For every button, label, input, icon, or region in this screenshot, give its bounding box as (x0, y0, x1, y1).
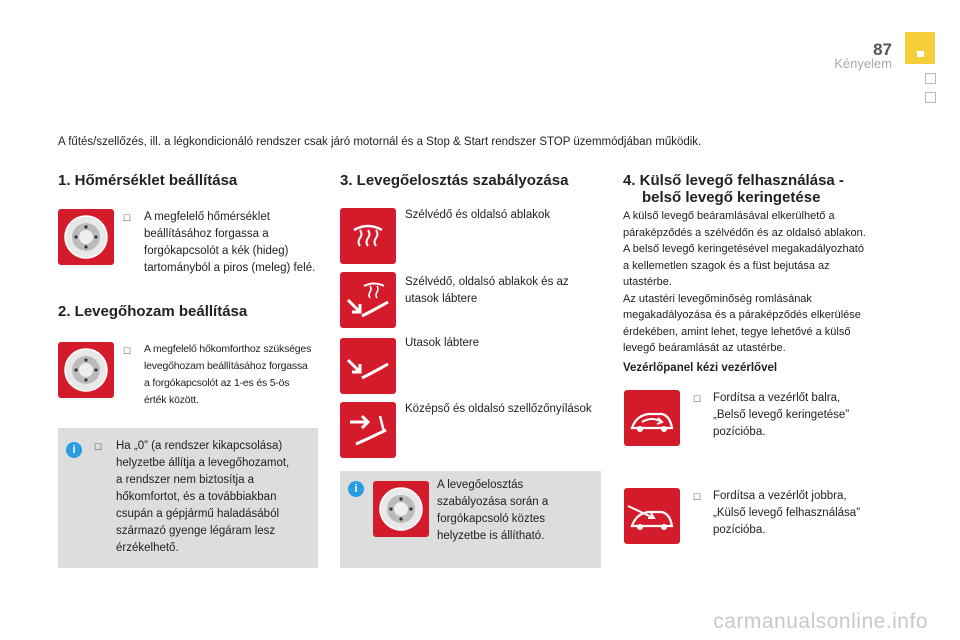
subheading-manual-panel: Vezérlőpanel kézi vezérlővel (623, 362, 778, 374)
face-vents-icon (340, 402, 396, 458)
text-line: helyzetbe állítja a levegőhozamot, (116, 457, 290, 469)
intro-text: A fűtés/szellőzés, ill. a légkondicionáló rendszer csak járó motornál és a Stop & Start rendszer STOP üzemmódjában működik. (58, 136, 702, 148)
text-line: érték között. (144, 394, 199, 406)
recirculation-icon (624, 390, 680, 446)
bullet-icon: ☐ (693, 492, 702, 502)
text-line: A külső levegő beáramlásával elkerülhető a (623, 210, 835, 222)
heading-distribution: 3. Levegőelosztás szabályozása (340, 172, 569, 189)
text-line: Fordítsa a vezérlőt balra, (713, 392, 841, 404)
note-box-airflow (58, 428, 318, 568)
windscreen-demist-icon (340, 208, 396, 264)
heading-line: belső levegő keringetése (642, 189, 821, 206)
text-line: A levegőelosztás (437, 479, 524, 491)
heading-line: 4. Külső levegő felhasználása - (623, 172, 844, 189)
bullet-icon: ☐ (94, 442, 103, 452)
distribution-item-text (405, 274, 569, 308)
text-line: „Belső levegő keringetése” (713, 409, 850, 421)
text-line: a forgókapcsolót az 1-es és 5-ös (144, 377, 290, 389)
heading-exterior-air (623, 172, 844, 206)
text-line: tartományból a piros (meleg) felé. (144, 262, 316, 274)
text-line: érzékelhető. (116, 542, 179, 554)
exterior-air-icon (624, 488, 680, 544)
text-line: pozícióba. (713, 524, 766, 536)
bullet-icon: ☐ (123, 213, 132, 223)
text-line: levegő beáramlását az utastérbe. (623, 342, 786, 354)
text-line: páraképződés a szélvédőn és az oldalsó ablakon. (623, 226, 866, 239)
windscreen-feet-icon (340, 272, 396, 328)
text-line: a rendszer nem biztosítja a (116, 474, 255, 486)
watermark: carmanualsonline.info (713, 610, 928, 633)
section-tab-active[interactable] (905, 32, 935, 64)
text-line: szabályozása során a (437, 496, 549, 508)
text-line: Fordítsa a vezérlőt jobbra, (713, 490, 847, 502)
text-line: Az utastéri levegőminőség romlásának (623, 292, 812, 305)
info-icon: i (348, 481, 364, 497)
text-line: származó gyenge légáram lesz (116, 525, 276, 537)
text-line: hőkomfortot, és a továbbiakban (116, 491, 277, 503)
info-icon: i (66, 442, 82, 458)
text-line: a kellemetlen szagok és a füst bejutása az (623, 259, 830, 272)
note-box-distribution (340, 471, 601, 568)
feet-icon (340, 338, 396, 394)
airflow-dial-icon (58, 342, 114, 398)
text-line: érdekében, amint lehet, tegye lehetővé a külső (623, 325, 851, 338)
page-number: 87 (873, 40, 892, 59)
section-title: Kényelem (834, 56, 892, 71)
text-line: „Külső levegő felhasználása” (713, 507, 861, 519)
distribution-item-text (405, 401, 592, 418)
section-tab[interactable] (925, 73, 936, 84)
temperature-text (144, 209, 315, 277)
exterior-body-text (623, 208, 866, 357)
step-exterior-text (713, 488, 860, 539)
text-line: csupán a gépjármű haladásából (116, 508, 280, 520)
text-line: Ha „0” (a rendszer kikapcsolása) (116, 440, 283, 452)
text-line: utastérbe. (623, 276, 672, 288)
text-line: Utasok lábtere (405, 337, 480, 349)
distribution-note-text (437, 477, 548, 545)
distribution-item-text (405, 335, 479, 352)
text-line: levegőhozam beállításához forgassa (144, 360, 308, 372)
airflow-text (144, 341, 311, 409)
text-line: A megfelelő hőmérséklet (144, 211, 270, 223)
temperature-dial-icon (58, 209, 114, 265)
distribution-dial-icon (373, 481, 429, 537)
text-line: Szélvédő, oldalsó ablakok és az (405, 276, 569, 288)
text-line: utasok lábtere (405, 293, 478, 305)
heading-airflow: 2. Levegőhozam beállítása (58, 303, 248, 320)
heading-temperature: 1. Hőmérséklet beállítása (58, 172, 238, 189)
text-line: beállításához forgassa a (144, 228, 269, 240)
text-line: A megfelelő hőkomforthoz szükséges (144, 343, 312, 355)
bullet-icon: ☐ (123, 346, 132, 356)
distribution-item-text (405, 207, 550, 224)
text-line: Középső és oldalsó szellőzőnyílások (405, 403, 592, 415)
text-line: A belső levegő keringetésével megakadályozható (623, 243, 864, 255)
text-line: Szélvédő és oldalsó ablakok (405, 209, 551, 221)
text-line: forgókapcsoló köztes (437, 513, 546, 525)
bullet-icon: ☐ (693, 394, 702, 404)
text-line: forgókapcsolót a kék (hideg) (144, 245, 289, 257)
airflow-note-text (116, 438, 289, 557)
text-line: pozícióba. (713, 426, 766, 438)
text-line: helyzetbe is állítható. (437, 530, 545, 542)
text-line: megakadályozása és a páraképződés elkerülése (623, 309, 861, 321)
step-recirculation-text (713, 390, 849, 441)
section-tab[interactable] (925, 92, 936, 103)
